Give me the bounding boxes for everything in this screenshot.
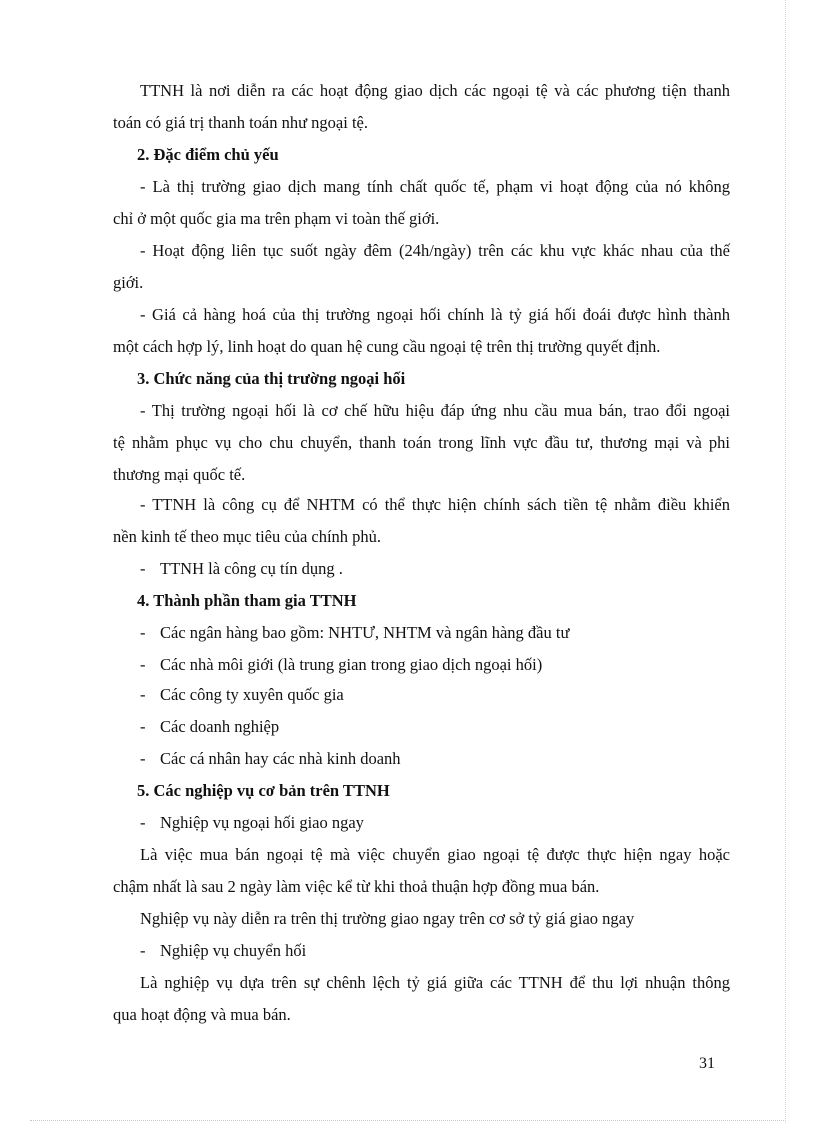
bullet-line: - Thị trường ngoại hối là cơ chế hữu hiệu đáp ứng nhu cầu mua bán, trao đổi ngoại [140,401,730,420]
paragraph-line: chậm nhất là sau 2 ngày làm việc kể từ khi thoả thuận hợp đồng mua bán. [113,877,600,896]
section-heading: 4. Thành phần tham gia TTNH [137,591,357,610]
bullet-line: Các doanh nghiệp [160,717,280,736]
bullet-line: Các nhà môi giới (là trung gian trong giao dịch ngoại hối) [160,655,543,674]
paragraph-line: Nghiệp vụ này diễn ra trên thị trường giao ngay trên cơ sở tỷ giá giao ngay [140,909,635,928]
bullet-line: Các cá nhân hay các nhà kinh doanh [160,749,401,768]
bullet-line: - Là thị trường giao dịch mang tính chất quốc tế, phạm vi hoạt động của nó không [140,177,730,196]
bullet-line: - Hoạt động liên tục suốt ngày đêm (24h/ngày) trên các khu vực khác nhau của thế [140,241,730,260]
bullet-line: - Giá cả hàng hoá của thị trường ngoại hối chính là tỷ giá hối đoái được hình thành [140,305,730,324]
bullet-line: Nghiệp vụ chuyển hối [160,941,307,960]
bullet-dash: - [140,685,146,704]
footer-divider [30,1120,786,1121]
section-heading: 2. Đặc điểm chủ yếu [137,145,279,164]
bullet-line: Các công ty xuyên quốc gia [160,685,344,704]
bullet-dash: - [140,655,146,674]
paragraph-line: Là việc mua bán ngoại tệ mà việc chuyển giao ngoại tệ được thực hiện ngay hoặc [140,845,730,864]
section-heading: 5. Các nghiệp vụ cơ bản trên TTNH [137,781,390,800]
bullet-line: - TTNH là công cụ để NHTM có thể thực hiện chính sách tiền tệ nhằm điều khiển [140,495,730,514]
page-number: 31 [699,1055,715,1072]
paragraph-line: toán có giá trị thanh toán như ngoại tệ. [113,113,369,132]
bullet-line: Các ngân hàng bao gồm: NHTƯ, NHTM và ngân hàng đầu tư [160,623,570,642]
bullet-dash: - [140,813,146,832]
paragraph-line: TTNH là nơi diễn ra các hoạt động giao dịch các ngoại tệ và các phương tiện thanh [140,81,730,100]
paragraph-line: tệ nhằm phục vụ cho chu chuyển, thanh toán trong lĩnh vực đầu tư, thương mại và phi [113,433,730,452]
bullet-dash: - [140,941,146,960]
section-heading: 3. Chức năng của thị trường ngoại hối [137,369,406,388]
paragraph-line: Là nghiệp vụ dựa trên sự chênh lệch tỷ giá giữa các TTNH để thu lợi nhuận thông [140,973,730,992]
paragraph-line: nền kinh tế theo mục tiêu của chính phủ. [113,527,382,546]
paragraph-line: chỉ ở một quốc gia ma trên phạm vi toàn thế giới. [113,209,440,228]
bullet-dash: - [140,623,146,642]
bullet-line: TTNH là công cụ tín dụng . [160,559,343,578]
margin-divider [785,0,786,1123]
paragraph-line: thương mại quốc tế. [113,465,246,484]
bullet-dash: - [140,559,146,578]
bullet-dash: - [140,717,146,736]
bullet-dash: - [140,749,146,768]
bullet-line: Nghiệp vụ ngoại hối giao ngay [160,813,364,832]
paragraph-line: một cách hợp lý, linh hoạt do quan hệ cung cầu ngoại tệ trên thị trường quyết định. [113,337,661,356]
paragraph-line: giới. [113,273,144,292]
paragraph-line: qua hoạt động và mua bán. [113,1005,291,1024]
